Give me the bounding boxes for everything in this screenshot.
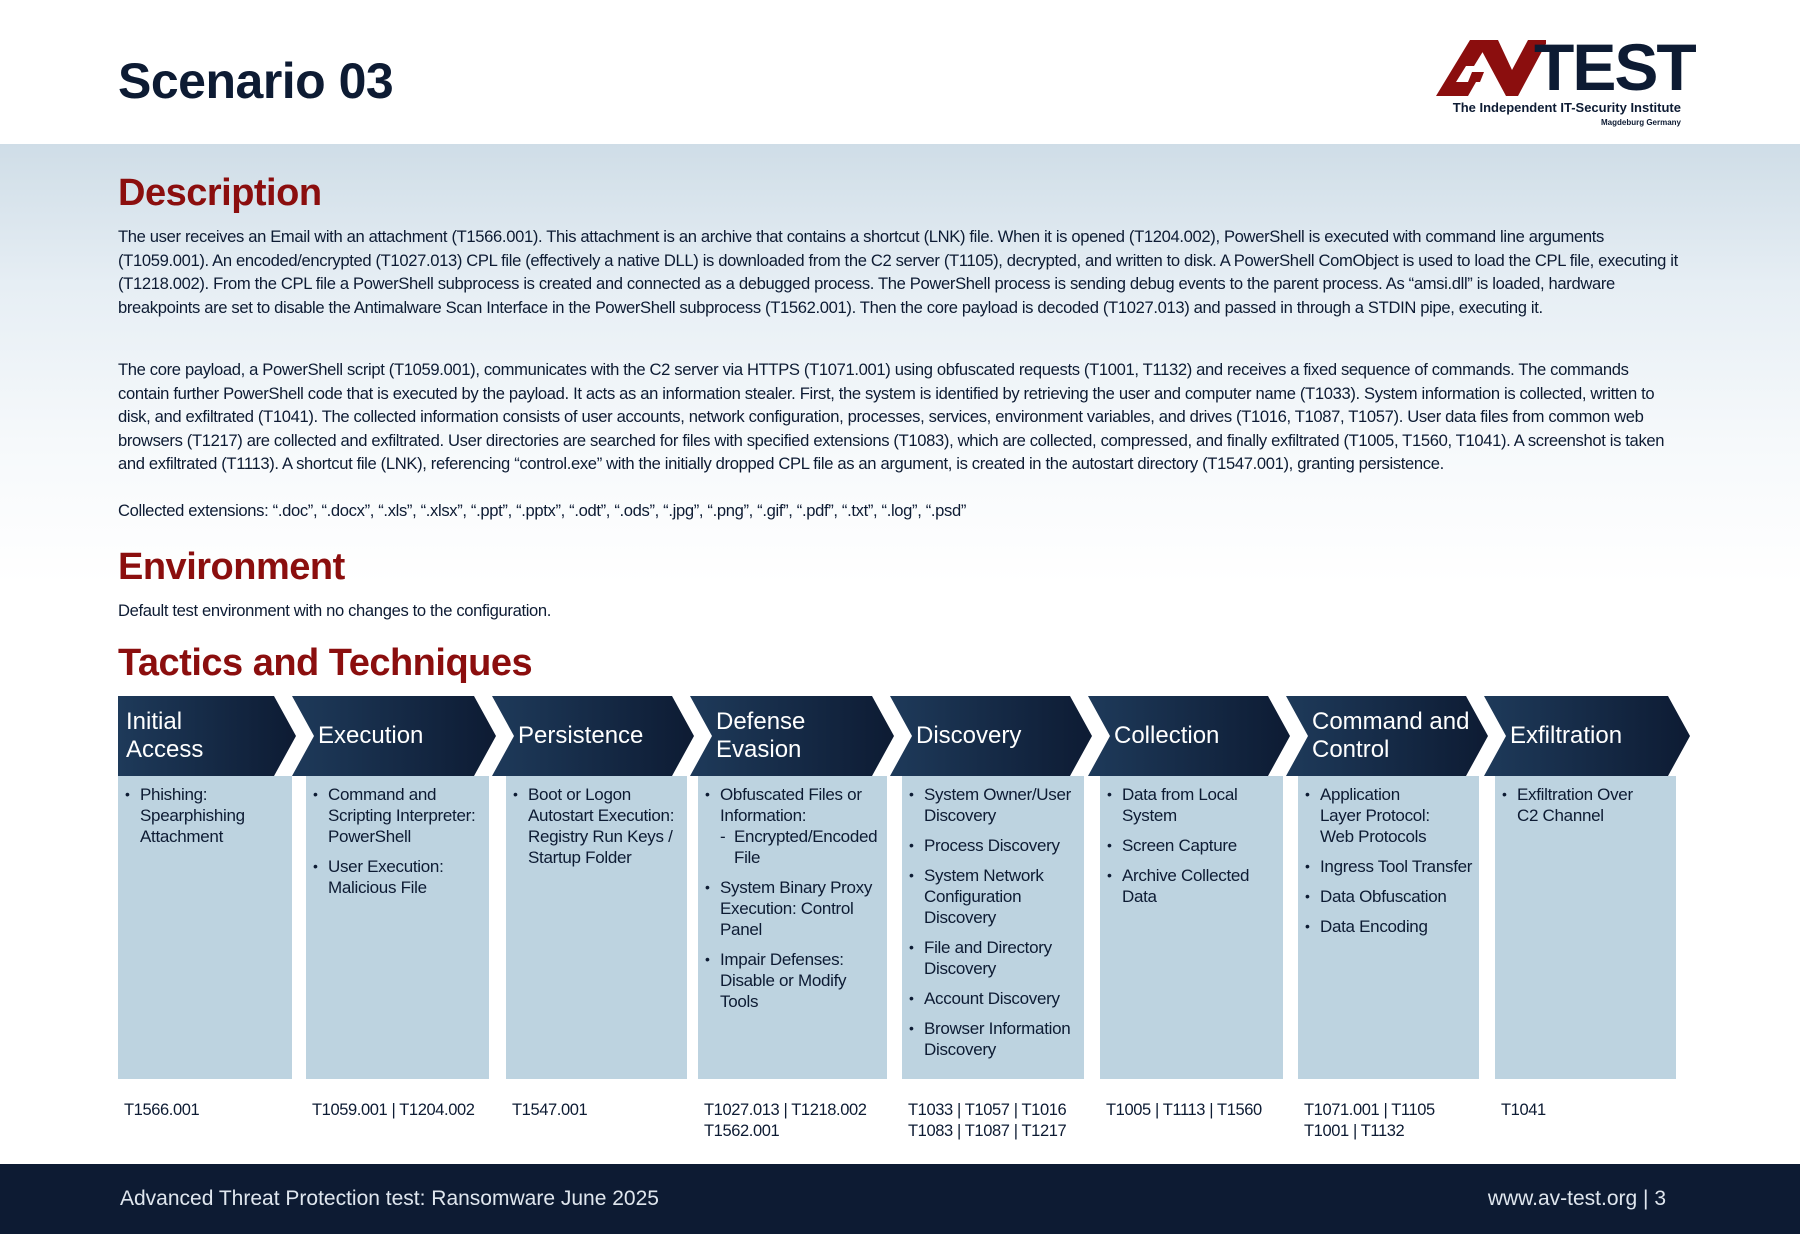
technique-list [1495, 784, 1672, 835]
technique-item: • Archive Collected Data [1100, 865, 1279, 907]
technique-ids: T1033 | T1057 | T1016 T1083 | T1087 | T1217 [908, 1101, 1067, 1140]
tactic-header: Command and Control [1312, 708, 1470, 763]
av-logo-mark-icon [1436, 36, 1546, 100]
logo-subtitle: The Independent IT-Security Institute [1452, 100, 1681, 115]
technique-item: • Exfiltration Over C2 Channel [1495, 784, 1672, 826]
technique-list [506, 784, 683, 877]
tactics-heading: Tactics and Techniques [118, 642, 533, 684]
description-paragraph-2: The core payload, a PowerShell script (T1059.001), communicates with the C2 server via HTTPS (T1071.001) using obfuscated requests (T1001, T1132) and receives a fixed sequence of commands. The commands contain further PowerShell code that is executed by the payload. It acts as an information stealer. First, the system is identified by retrieving the user and computer name (T1033). System information is collected, written to disk, and exfiltrated (T1041). The collected information consists of user accounts, network configuration, processes, services, environment variables, and drives (T1016, T1087, T1057). User data files from common web browsers (T1217) are collected and exfiltrated. User directories are searched for files with specified extensions (T1083), which are collected, compressed, and finally exfiltrated (T1005, T1560, T1041). A screenshot is taken and exfiltrated (T1113). A shortcut file (LNK), referencing “control.exe” with the initially dropped CPL file as an argument, is created in the autostart directory (T1547.001), granting persistence. [118, 360, 1665, 473]
tactic-header: Defense Evasion [716, 708, 806, 763]
technique-item: • Boot or Logon Autostart Execution: Registry Run Keys / Startup Folder [506, 784, 683, 868]
page-title: Scenario 03 [118, 53, 394, 109]
technique-list [118, 784, 288, 856]
description-heading: Description [118, 172, 322, 214]
tactic-technique-box [1495, 776, 1676, 1079]
tactic-technique-box [1100, 776, 1283, 1079]
tactic-technique-box [506, 776, 687, 1079]
technique-list [1298, 784, 1475, 946]
technique-item: • Impair Defenses: Disable or Modify Tools [698, 949, 883, 1012]
tactic-header: Persistence [518, 722, 644, 749]
tactic-header: Discovery [916, 722, 1022, 749]
technique-ids: T1027.013 | T1218.002 T1562.001 [704, 1101, 867, 1140]
technique-item: • Process Discovery [902, 835, 1080, 856]
tactic-technique-box [118, 776, 292, 1079]
technique-item: • Ingress Tool Transfer [1298, 856, 1475, 877]
top-bar [0, 0, 1800, 144]
technique-item: • Application Layer Protocol: Web Protocols [1298, 784, 1475, 847]
description-paragraph-1: The user receives an Email with an attachment (T1566.001). This attachment is an archive that contains a shortcut (LNK) file. When it is opened (T1204.002), PowerShell is executed with command line arguments (T1059.001). An encoded/encrypted (T1027.013) CPL file (effectively a native DLL) is downloaded from the C2 server (T1105), decrypted, and written to disk. A PowerShell ComObject is used to load the CPL file, executing it (T1218.002). From the CPL file a PowerShell subprocess is created and connected as a debugged process. The PowerShell process is sending debug events to the parent process. As “amsi.dll” is loaded, hardware breakpoints are set to disable the Antimalware Scan Interface in the PowerShell subprocess (T1562.001). Then the core payload is decoded (T1027.013) and passed in through a STDIN pipe, executing it. [118, 227, 1678, 317]
technique-list [1100, 784, 1279, 916]
technique-ids: T1071.001 | T1105 T1001 | T1132 [1304, 1101, 1435, 1140]
technique-subitem: - Encrypted/Encoded File [720, 826, 870, 868]
footer-title: Advanced Threat Protection test: Ransomware June 2025 [120, 1187, 659, 1210]
tactic-technique-box [306, 776, 489, 1079]
tactic-technique-box [902, 776, 1084, 1079]
tactic-header: Initial Access [126, 708, 204, 763]
technique-list [306, 784, 485, 907]
tactic-header: Exfiltration [1510, 722, 1623, 749]
technique-item: • Command and Scripting Interpreter: PowerShell [306, 784, 485, 847]
environment-text: Default test environment with no changes to the configuration. [118, 601, 552, 620]
description-paragraph-3: Collected extensions: “.doc”, “.docx”, “.xls”, “.xlsx”, “.ppt”, “.pptx”, “.odt”, “.ods”, “.jpg”, “.png”, “.gif”, “.pdf”, “.txt”, “.log”, “.psd” [118, 501, 967, 520]
technique-item: • User Execution: Malicious File [306, 856, 485, 898]
logo-city: Magdeburg Germany [1600, 118, 1681, 127]
technique-ids: T1566.001 [124, 1101, 200, 1119]
technique-list [902, 784, 1080, 1069]
tactic-technique-box [1298, 776, 1479, 1079]
footer [0, 1164, 1800, 1234]
technique-ids: T1041 [1501, 1101, 1546, 1119]
technique-ids: T1547.001 [512, 1101, 588, 1119]
technique-item: • System Binary Proxy Execution: Control Panel [698, 877, 883, 940]
technique-ids: T1059.001 | T1204.002 [312, 1101, 475, 1119]
technique-item: • Account Discovery [902, 988, 1080, 1009]
tactic-technique-box [698, 776, 887, 1079]
environment-heading: Environment [118, 546, 345, 588]
technique-item: • Data Encoding [1298, 916, 1475, 937]
technique-item: • System Network Configuration Discovery [902, 865, 1080, 928]
tactic-header: Execution [318, 722, 424, 749]
technique-item: • Screen Capture [1100, 835, 1279, 856]
technique-item: • Data from Local System [1100, 784, 1279, 826]
technique-item: • Phishing: Spearphishing Attachment [118, 784, 288, 847]
technique-item: • Browser Information Discovery [902, 1018, 1080, 1060]
tactic-header: Collection [1114, 722, 1220, 749]
av-test-logo [1430, 30, 1695, 132]
technique-item: • Data Obfuscation [1298, 886, 1475, 907]
technique-item: • System Owner/User Discovery [902, 784, 1080, 826]
footer-page-link[interactable]: www.av-test.org | 3 [1487, 1187, 1666, 1210]
technique-item: • File and Directory Discovery [902, 937, 1080, 979]
technique-list [698, 784, 883, 1021]
technique-ids: T1005 | T1113 | T1560 [1106, 1101, 1262, 1119]
technique-item: • Obfuscated Files or Information: - Encrypted/Encoded File [698, 784, 883, 868]
logo-test-text: TEST [1534, 30, 1695, 104]
